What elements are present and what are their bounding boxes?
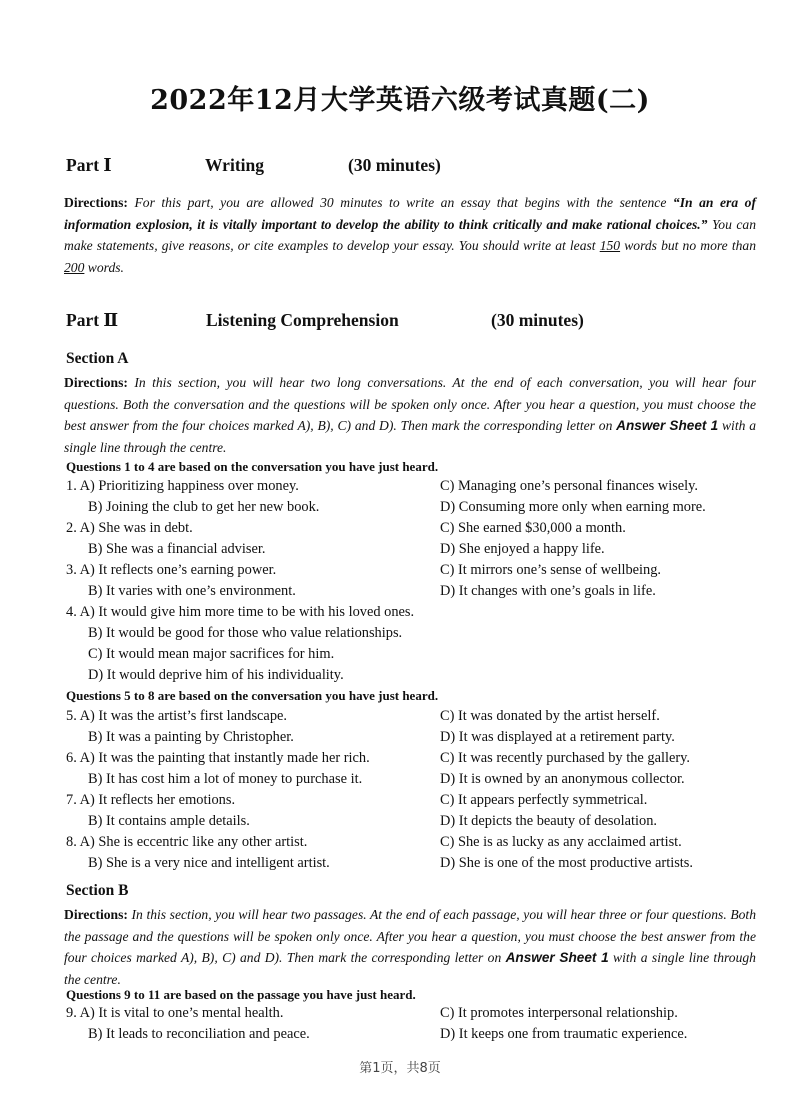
part-2-label: Part Ⅱ: [66, 310, 119, 330]
q2-option-c: C) She earned $30,000 a month.: [440, 520, 626, 536]
q3-option-c: C) It mirrors one’s sense of wellbeing.: [440, 562, 662, 578]
q3-option-b: B) It varies with one’s environment.: [88, 583, 296, 599]
part-2-time: (30 minutes): [491, 310, 584, 330]
q2-option-d: D) She enjoyed a happy life.: [440, 541, 605, 557]
q4-option-a: 4. A) It would give him more time to be with his loved ones.: [66, 604, 415, 620]
q5-option-c: C) It was donated by the artist herself.: [440, 708, 660, 724]
part-1-label: Part Ⅰ: [66, 155, 112, 175]
directions-label: Directions:: [64, 195, 128, 210]
q7-option-c: C) It appears perfectly symmetrical.: [440, 792, 648, 808]
q1-option-d: D) Consuming more only when earning more.: [440, 499, 706, 515]
q3-option-a: 3. A) It reflects one’s earning power.: [66, 562, 277, 578]
q6-option-d: D) It is owned by an anonymous collector.: [440, 771, 685, 787]
q2-option-a: 2. A) She was in debt.: [66, 520, 193, 536]
page-title: 2022年12月大学英语六级考试真题(二): [150, 85, 650, 116]
q9-option-d: D) It keeps one from traumatic experience.: [440, 1026, 688, 1042]
q7-option-a: 7. A) It reflects her emotions.: [66, 792, 236, 808]
q5-option-d: D) It was displayed at a retirement party.: [440, 729, 675, 745]
q3-option-d: D) It changes with one’s goals in life.: [440, 583, 656, 599]
part-1-time: (30 minutes): [348, 155, 441, 175]
q1-option-a: 1. A) Prioritizing happiness over money.: [66, 478, 299, 494]
section-b-title: Section B: [66, 882, 129, 899]
section-b-directions: Directions: In this section, you will hear two passages. At the end of each passage, you will hear three or four questions. Both the passage and the questions will be spoken only once. After you hear a question, you must choose the best answer from the four choices marked A), B), C) and D). Then mark the corresponding letter on Answer Sheet 1 with a single line through the centre.: [64, 907, 756, 987]
q6-option-c: C) It was recently purchased by the gallery.: [440, 750, 691, 766]
q2-option-b: B) She was a financial adviser.: [88, 541, 266, 557]
q7-option-b: B) It contains ample details.: [88, 813, 250, 829]
q1-option-b: B) Joining the club to get her new book.: [88, 499, 320, 515]
q8-option-a: 8. A) She is eccentric like any other artist.: [66, 834, 308, 850]
part-1-name: Writing: [205, 155, 264, 175]
q6-option-a: 6. A) It was the painting that instantly made her rich.: [66, 750, 370, 766]
q8-option-b: B) She is a very nice and intelligent artist.: [88, 855, 330, 871]
questions-9-11-heading: Questions 9 to 11 are based on the passage you have just heard.: [66, 987, 416, 1002]
writing-directions: Directions: For this part, you are allowed 30 minutes to write an essay that begins with the sentence “In an era of information explosion, it is vitally important to develop the ability to think critically and make rational choices.” You can make statements, give reasons, or cite examples to develop your essay. You should write at least 150 words but no more than 200 words.: [64, 195, 756, 275]
section-a-directions: Directions: In this section, you will hear two long conversations. At the end of each conversation, you will hear four questions. Both the conversation and the questions will be spoken only once. After you hear a question, you must choose the best answer from the four choices marked A), B), C) and D). Then mark the corresponding letter on Answer Sheet 1 with a single line through the centre.: [64, 375, 756, 455]
q6-option-b: B) It has cost him a lot of money to purchase it.: [88, 771, 363, 787]
q9-option-c: C) It promotes interpersonal relationship.: [440, 1005, 678, 1021]
q8-option-c: C) She is as lucky as any acclaimed artist.: [440, 834, 682, 850]
q9-option-b: B) It leads to reconciliation and peace.: [88, 1026, 310, 1042]
q7-option-d: D) It depicts the beauty of desolation.: [440, 813, 657, 829]
answer-sheet-label: Answer Sheet 1: [616, 418, 719, 433]
q8-option-d: D) She is one of the most productive artists.: [440, 855, 693, 871]
part-2-name: Listening Comprehension: [206, 310, 399, 330]
answer-sheet-label: Answer Sheet 1: [505, 950, 609, 965]
max-words: 200: [64, 259, 85, 275]
page-number-footer: 第1页，共8页: [359, 1061, 441, 1076]
questions-1-4-heading: Questions 1 to 4 are based on the conversation you have just heard.: [66, 459, 439, 474]
q5-option-b: B) It was a painting by Christopher.: [88, 729, 294, 745]
section-a-title: Section A: [66, 350, 129, 367]
essay-opening-sentence: “In an era of information explosion, it is vitally important to develop the ability to think critically and make rational choices.”: [64, 195, 756, 232]
q5-option-a: 5. A) It was the artist’s first landscape.: [66, 708, 288, 724]
min-words: 150: [599, 238, 621, 253]
q4-option-b: B) It would be good for those who value relationships.: [88, 625, 403, 641]
q4-option-d: D) It would deprive him of his individuality.: [88, 667, 344, 683]
q1-option-c: C) Managing one’s personal finances wisely.: [440, 478, 699, 494]
q9-option-a: 9. A) It is vital to one’s mental health.: [66, 1005, 284, 1021]
q4-option-c: C) It would mean major sacrifices for him.: [88, 646, 335, 662]
questions-5-8-heading: Questions 5 to 8 are based on the conversation you have just heard.: [66, 688, 439, 703]
